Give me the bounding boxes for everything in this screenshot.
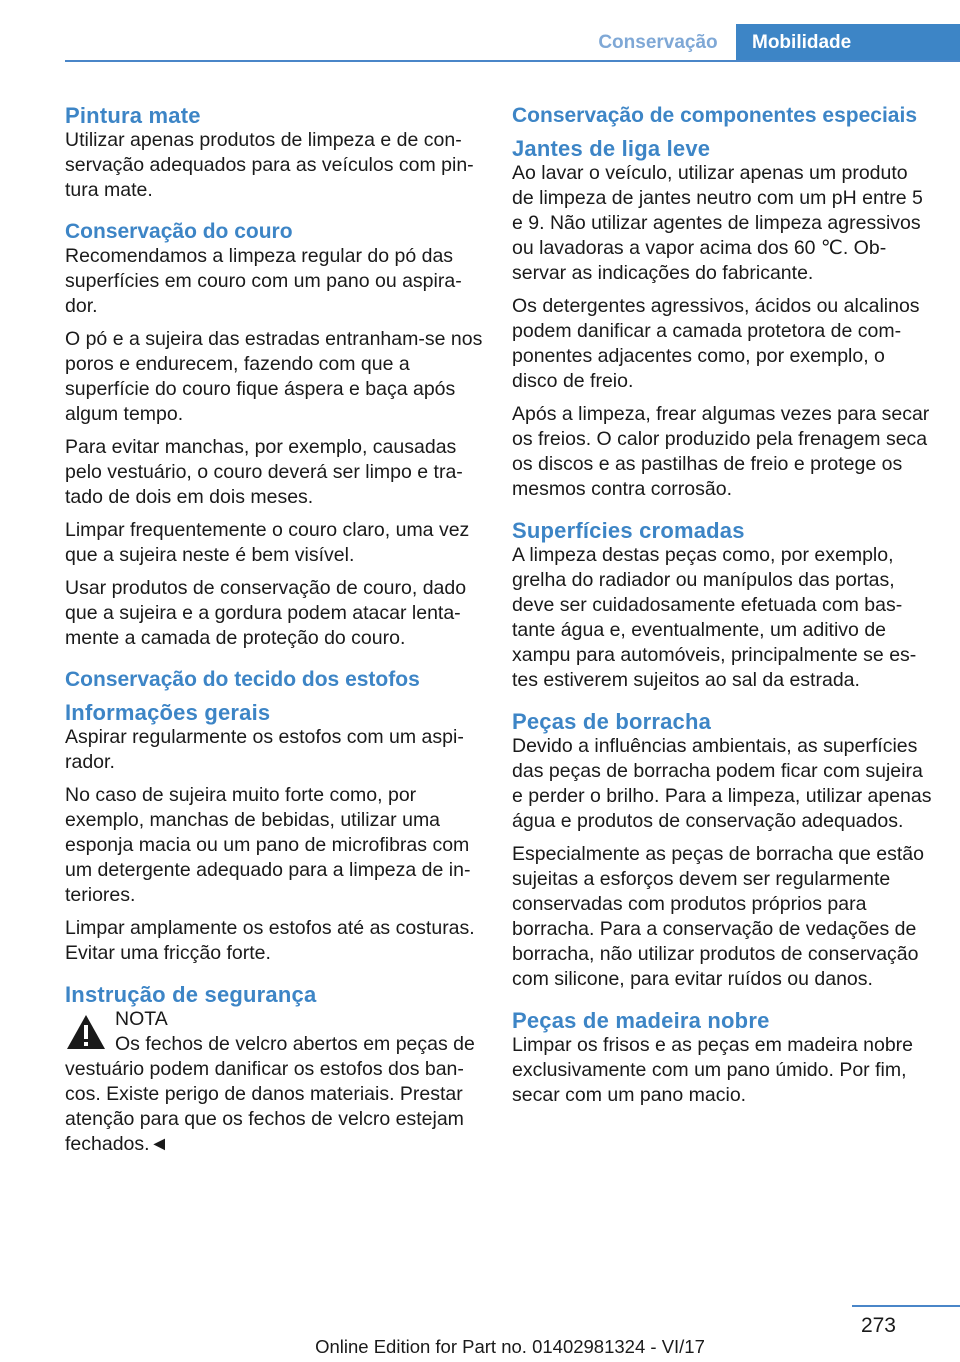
heading-conservacao-tecido: Conservação do tecido dos estofos	[65, 668, 420, 691]
warning-triangle-icon	[65, 1013, 107, 1051]
right-column	[512, 103, 932, 1116]
heading-informacoes-gerais: Informações gerais	[65, 700, 271, 725]
paragraph: Utilizar apenas produtos de limpeza e de conservação adequados para as veículos com pintura mate.	[65, 129, 474, 201]
paragraph: Os detergentes agressivos, ácidos ou alcalinos podem danificar a camada protetora de componentes adjacentes como, por exemplo, o disco de freio.	[512, 295, 920, 392]
left-column	[65, 103, 483, 1157]
safety-notice	[65, 1007, 483, 1032]
heading-conservacao-componentes: Conservação de componentes especiais	[512, 104, 917, 127]
heading-superficies-cromadas: Superfícies cromadas	[512, 518, 745, 543]
paragraph: Limpar amplamente os estofos até as costuras. Evitar uma fricção forte.	[65, 917, 475, 964]
notice-label: NOTA	[115, 1008, 168, 1030]
heading-pecas-borracha: Peças de borracha	[512, 709, 712, 734]
paragraph: Aspirar regularmente os estofos com um aspirador.	[65, 726, 464, 773]
page-number: 273	[860, 1314, 896, 1337]
paragraph: Especialmente as peças de borracha que estão sujeitas a esforços devem ser regularmente conservadas com produtos próprios para borracha. Para a conservação de vedações de borracha, não utilizar produtos de conservação com silicone, para evitar ruídos ou danos.	[512, 843, 924, 990]
header-section-title: Conservação	[598, 32, 718, 53]
paragraph: Após a limpeza, frear algumas vezes para secar os freios. O calor produzido pela frenagem seca os discos e as pastilhas de freio e protege os mesmos contra corrosão.	[512, 403, 930, 500]
heading-conservacao-couro: Conservação do couro	[65, 220, 293, 243]
paragraph: Recomendamos a limpeza regular do pó das superfícies em couro com um pano ou aspirador.	[65, 245, 462, 317]
page-number-rule	[852, 1305, 960, 1307]
notice-text: Os fechos de velcro abertos em peças de vestuário podem danificar os estofos dos bancos. Existe perigo de danos materiais. Prestar atenção para que os fechos de velcro estejam fechados.◄	[65, 1033, 475, 1155]
paragraph: Devido a influências ambientais, as superfícies das peças de borracha podem ficar com sujeira e perder o brilho. Para a limpeza, utilizar apenas água e produtos de conservação adequados.	[512, 735, 932, 832]
paragraph: Limpar frequentemente o couro claro, uma vez que a sujeira neste é bem visível.	[65, 519, 470, 566]
paragraph: Usar produtos de conservação de couro, dado que a sujeira e a gordura podem atacar lentamente a camada de proteção do couro.	[65, 577, 467, 649]
edition-footer: Online Edition for Part no. 01402981324 - VI/17	[315, 1336, 705, 1357]
paragraph: Para evitar manchas, por exemplo, causadas pelo vestuário, o couro deverá ser limpo e tratado de dois em dois meses.	[65, 436, 463, 508]
heading-pecas-madeira: Peças de madeira nobre	[512, 1008, 770, 1033]
heading-jantes-liga-leve: Jantes de liga leve	[512, 136, 711, 161]
paragraph: Ao lavar o veículo, utilizar apenas um produto de limpeza de jantes neutro com um pH entre 5 e 9. Não utilizar agentes de limpeza agressivos ou lavadoras a vapor acima dos 60 ℃. Observar as indicações do fabricante.	[512, 162, 923, 284]
header-rule	[65, 60, 960, 62]
paragraph: Limpar os frisos e as peças em madeira nobre exclusivamente com um pano úmido. Por fim, secar com um pano macio.	[512, 1034, 914, 1106]
paragraph: O pó e a sujeira das estradas entranham-se nos poros e endurecem, fazendo com que a superfície do couro fique áspera e baça após algum tempo.	[65, 328, 483, 425]
heading-instrucao-seguranca: Instrução de segurança	[65, 982, 317, 1007]
heading-pintura-mate: Pintura mate	[65, 103, 201, 128]
paragraph: No caso de sujeira muito forte como, por exemplo, manchas de bebidas, utilizar uma esponja macia ou um pano de microfibras com um detergente adequado para a limpeza de interiores.	[65, 784, 471, 906]
paragraph: A limpeza destas peças como, por exemplo, grelha do radiador ou manípulos das portas, deve ser cuidadosamente efetuada com bastante água e, eventualmente, um aditivo de xampu para automóveis, principalmente se estes estiverem sujeitos ao sal da estrada.	[512, 544, 917, 691]
header-chapter-tab: Mobilidade	[736, 24, 960, 62]
